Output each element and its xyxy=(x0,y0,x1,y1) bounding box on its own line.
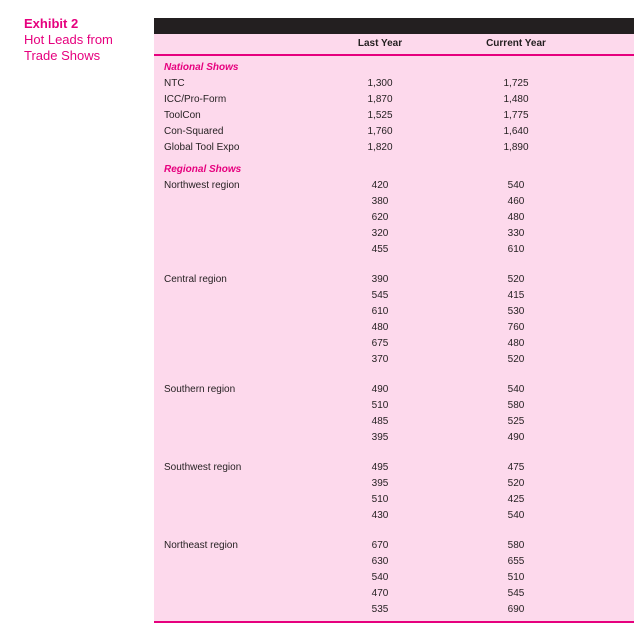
regional-last-year-value: 455 xyxy=(371,244,389,255)
section-heading-national: National Shows xyxy=(164,62,239,73)
regional-current-year-value: 425 xyxy=(507,494,525,505)
regional-last-year-value: 470 xyxy=(371,588,389,599)
regional-last-year-value: 370 xyxy=(371,354,389,365)
regional-last-year-value: 620 xyxy=(371,212,389,223)
regional-current-year-value: 540 xyxy=(507,180,525,191)
regional-current-year-value: 460 xyxy=(507,196,525,207)
regional-last-year-value: 670 xyxy=(371,540,389,551)
regional-current-year-value: 540 xyxy=(507,384,525,395)
regional-last-year-value: 380 xyxy=(371,196,389,207)
regional-group-label: Northeast region xyxy=(164,540,238,551)
national-show-label: NTC xyxy=(164,78,185,89)
regional-current-year-value: 655 xyxy=(507,556,525,567)
regional-last-year-value: 540 xyxy=(371,572,389,583)
regional-last-year-value: 395 xyxy=(371,432,389,443)
regional-current-year-value: 480 xyxy=(507,338,525,349)
regional-last-year-value: 480 xyxy=(371,322,389,333)
regional-last-year-value: 535 xyxy=(371,604,389,615)
column-header-current-year: Current Year xyxy=(486,38,546,49)
national-current-year-value: 1,890 xyxy=(503,142,529,153)
national-show-label: ICC/Pro-Form xyxy=(164,94,227,105)
regional-last-year-value: 390 xyxy=(371,274,389,285)
regional-last-year-value: 510 xyxy=(371,400,389,411)
regional-last-year-value: 420 xyxy=(371,180,389,191)
regional-last-year-value: 510 xyxy=(371,494,389,505)
regional-current-year-value: 490 xyxy=(507,432,525,443)
national-last-year-value: 1,820 xyxy=(367,142,393,153)
table-panel xyxy=(154,18,634,621)
regional-last-year-value: 495 xyxy=(371,462,389,473)
regional-group-label: Central region xyxy=(164,274,227,285)
regional-current-year-value: 520 xyxy=(507,478,525,489)
regional-current-year-value: 520 xyxy=(507,274,525,285)
section-heading-regional: Regional Shows xyxy=(164,164,242,175)
national-show-label: Con-Squared xyxy=(164,126,224,137)
regional-current-year-value: 530 xyxy=(507,306,525,317)
regional-current-year-value: 415 xyxy=(507,290,525,301)
exhibit-title-line2: Trade Shows xyxy=(24,48,101,63)
national-show-label: ToolCon xyxy=(164,110,201,121)
regional-last-year-value: 675 xyxy=(371,338,389,349)
regional-last-year-value: 630 xyxy=(371,556,389,567)
regional-last-year-value: 430 xyxy=(371,510,389,521)
regional-last-year-value: 545 xyxy=(371,290,389,301)
national-current-year-value: 1,640 xyxy=(503,126,529,137)
regional-current-year-value: 510 xyxy=(507,572,525,583)
national-last-year-value: 1,870 xyxy=(367,94,393,105)
regional-last-year-value: 320 xyxy=(371,228,389,239)
national-current-year-value: 1,725 xyxy=(503,78,529,89)
regional-current-year-value: 475 xyxy=(507,462,525,473)
regional-current-year-value: 525 xyxy=(507,416,525,427)
regional-group-label: Southwest region xyxy=(164,462,242,473)
regional-current-year-value: 540 xyxy=(507,510,525,521)
regional-last-year-value: 610 xyxy=(371,306,389,317)
column-header-last-year: Last Year xyxy=(357,38,403,49)
regional-current-year-value: 690 xyxy=(507,604,525,615)
national-last-year-value: 1,760 xyxy=(367,126,393,137)
regional-current-year-value: 480 xyxy=(507,212,525,223)
regional-group-label: Southern region xyxy=(164,384,236,395)
regional-current-year-value: 760 xyxy=(507,322,525,333)
regional-current-year-value: 545 xyxy=(507,588,525,599)
regional-last-year-value: 485 xyxy=(371,416,389,427)
exhibit-number: Exhibit 2 xyxy=(24,16,79,31)
national-last-year-value: 1,525 xyxy=(367,110,393,121)
regional-current-year-value: 610 xyxy=(507,244,525,255)
national-current-year-value: 1,775 xyxy=(503,110,529,121)
regional-current-year-value: 580 xyxy=(507,400,525,411)
exhibit-caption xyxy=(24,16,148,64)
regional-last-year-value: 395 xyxy=(371,478,389,489)
regional-last-year-value: 490 xyxy=(371,384,389,395)
national-current-year-value: 1,480 xyxy=(503,94,529,105)
national-show-label: Global Tool Expo xyxy=(164,142,240,153)
national-last-year-value: 1,300 xyxy=(367,78,393,89)
regional-group-label: Northwest region xyxy=(164,180,240,191)
bottom-rule xyxy=(154,621,634,623)
exhibit-title-line1: Hot Leads from xyxy=(24,32,113,47)
table-top-bar xyxy=(154,18,634,34)
header-rule xyxy=(154,54,634,56)
regional-current-year-value: 580 xyxy=(507,540,525,551)
regional-current-year-value: 520 xyxy=(507,354,525,365)
regional-current-year-value: 330 xyxy=(507,228,525,239)
